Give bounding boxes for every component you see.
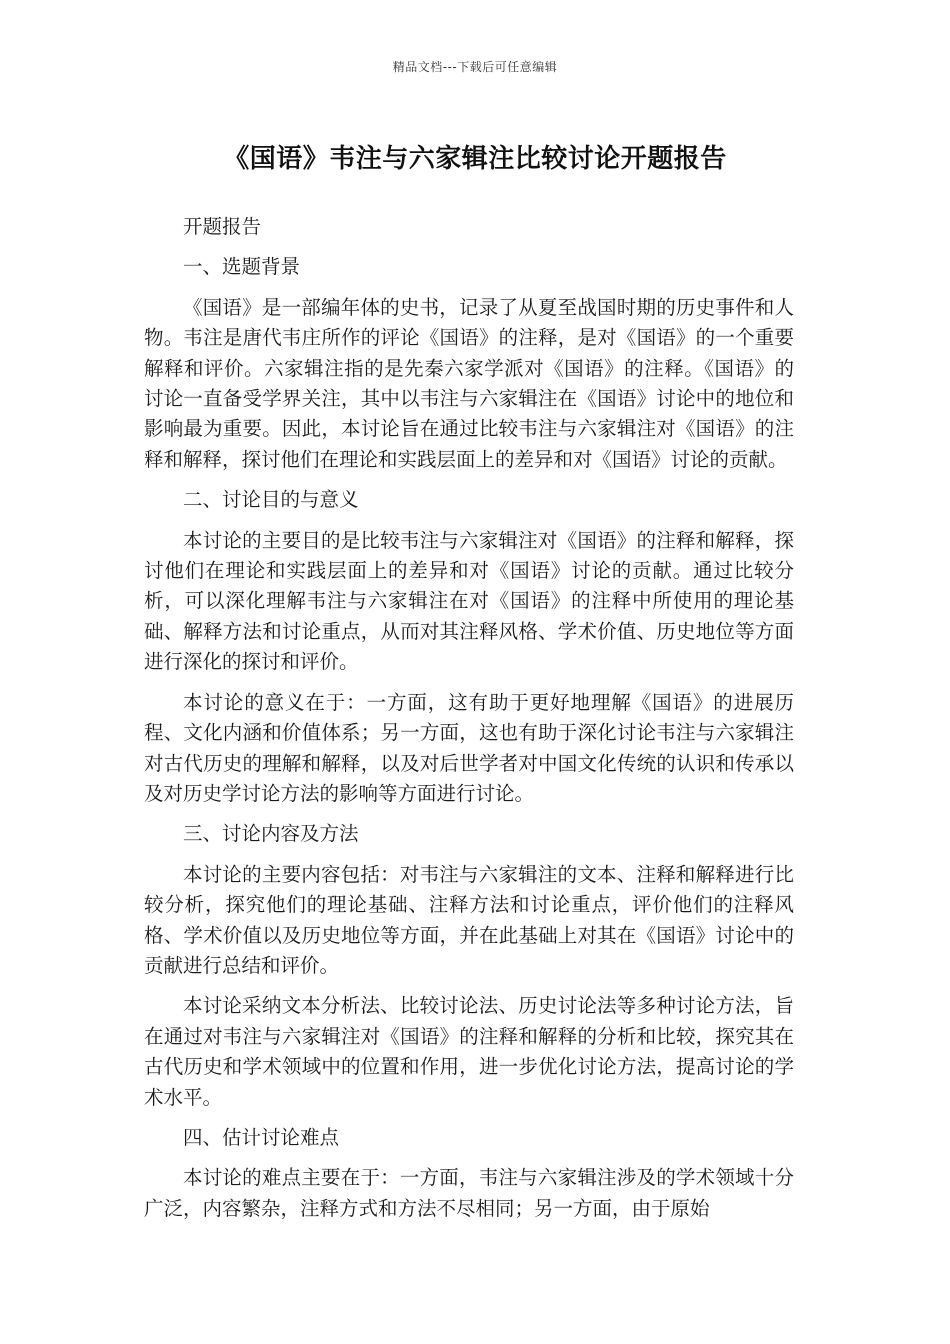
header-note: 精品文档---下载后可任意编辑 <box>392 60 558 74</box>
paragraph-purpose: 本讨论的主要目的是比较韦注与六家辑注对《国语》的注释和解释，探讨他们在理论和实践层面上的差异和对《国语》讨论的贡献。通过比较分析，可以深化理解韦注与六家辑注在对《国语》的注释中所使用的理论基础、解释方法和讨论重点，从而对其注释风格、学术价值、历史地位等方面进行深化的探讨和评价。 <box>144 528 794 674</box>
section-heading-purpose: 二、讨论目的与意义 <box>183 488 359 512</box>
document-title: 《国语》韦注与六家辑注比较讨论开题报告 <box>223 144 727 174</box>
paragraph-content: 本讨论的主要内容包括：对韦注与六家辑注的文本、注释和解释进行比较分析，探究他们的理论基础、注释方法和讨论重点，评价他们的注释风格、学术价值以及历史地位等方面，并在此基础上对其在《国语》讨论中的贡献进行总结和评价。 <box>144 862 794 977</box>
section-heading-content-method: 三、讨论内容及方法 <box>183 822 359 846</box>
section-label-report: 开题报告 <box>183 215 262 238</box>
paragraph-difficulties: 本讨论的难点主要在于：一方面，韦注与六家辑注涉及的学术领域十分广泛，内容繁杂，注释方式和方法不尽相同；另一方面，由于原始 <box>144 1166 794 1220</box>
paragraph-significance: 本讨论的意义在于：一方面，这有助于更好地理解《国语》的进展历程、文化内涵和价值体系；另一方面，这也有助于深化讨论韦注与六家辑注对古代历史的理解和解释，以及对后世学者对中国文化传统的认识和传承以及对历史学讨论方法的影响等方面进行讨论。 <box>144 690 794 805</box>
paragraph-background: 《国语》是一部编年体的史书，记录了从夏至战国时期的历史事件和人物。韦注是唐代韦庄所作的评论《国语》的注释，是对《国语》的一个重要解释和评价。六家辑注指的是先秦六家学派对《国语》的注释。《国语》的讨论一直备受学界关注，其中以韦注与六家辑注在《国语》讨论中的地位和影响最为重要。因此，本讨论旨在通过比较韦注与六家辑注对《国语》的注释和解释，探讨他们在理论和实践层面上的差异和对《国语》讨论的贡献。 <box>144 295 794 471</box>
section-heading-difficulties: 四、估计讨论难点 <box>183 1125 340 1149</box>
section-heading-background: 一、选题背景 <box>183 255 301 279</box>
paragraph-method: 本讨论采纳文本分析法、比较讨论法、历史讨论法等多种讨论方法，旨在通过对韦注与六家辑注对《国语》的注释和解释的分析和比较，探究其在古代历史和学术领域中的位置和作用，进一步优化讨论方法，提高讨论的学术水平。 <box>144 994 794 1109</box>
document-body <box>144 212 794 1234</box>
